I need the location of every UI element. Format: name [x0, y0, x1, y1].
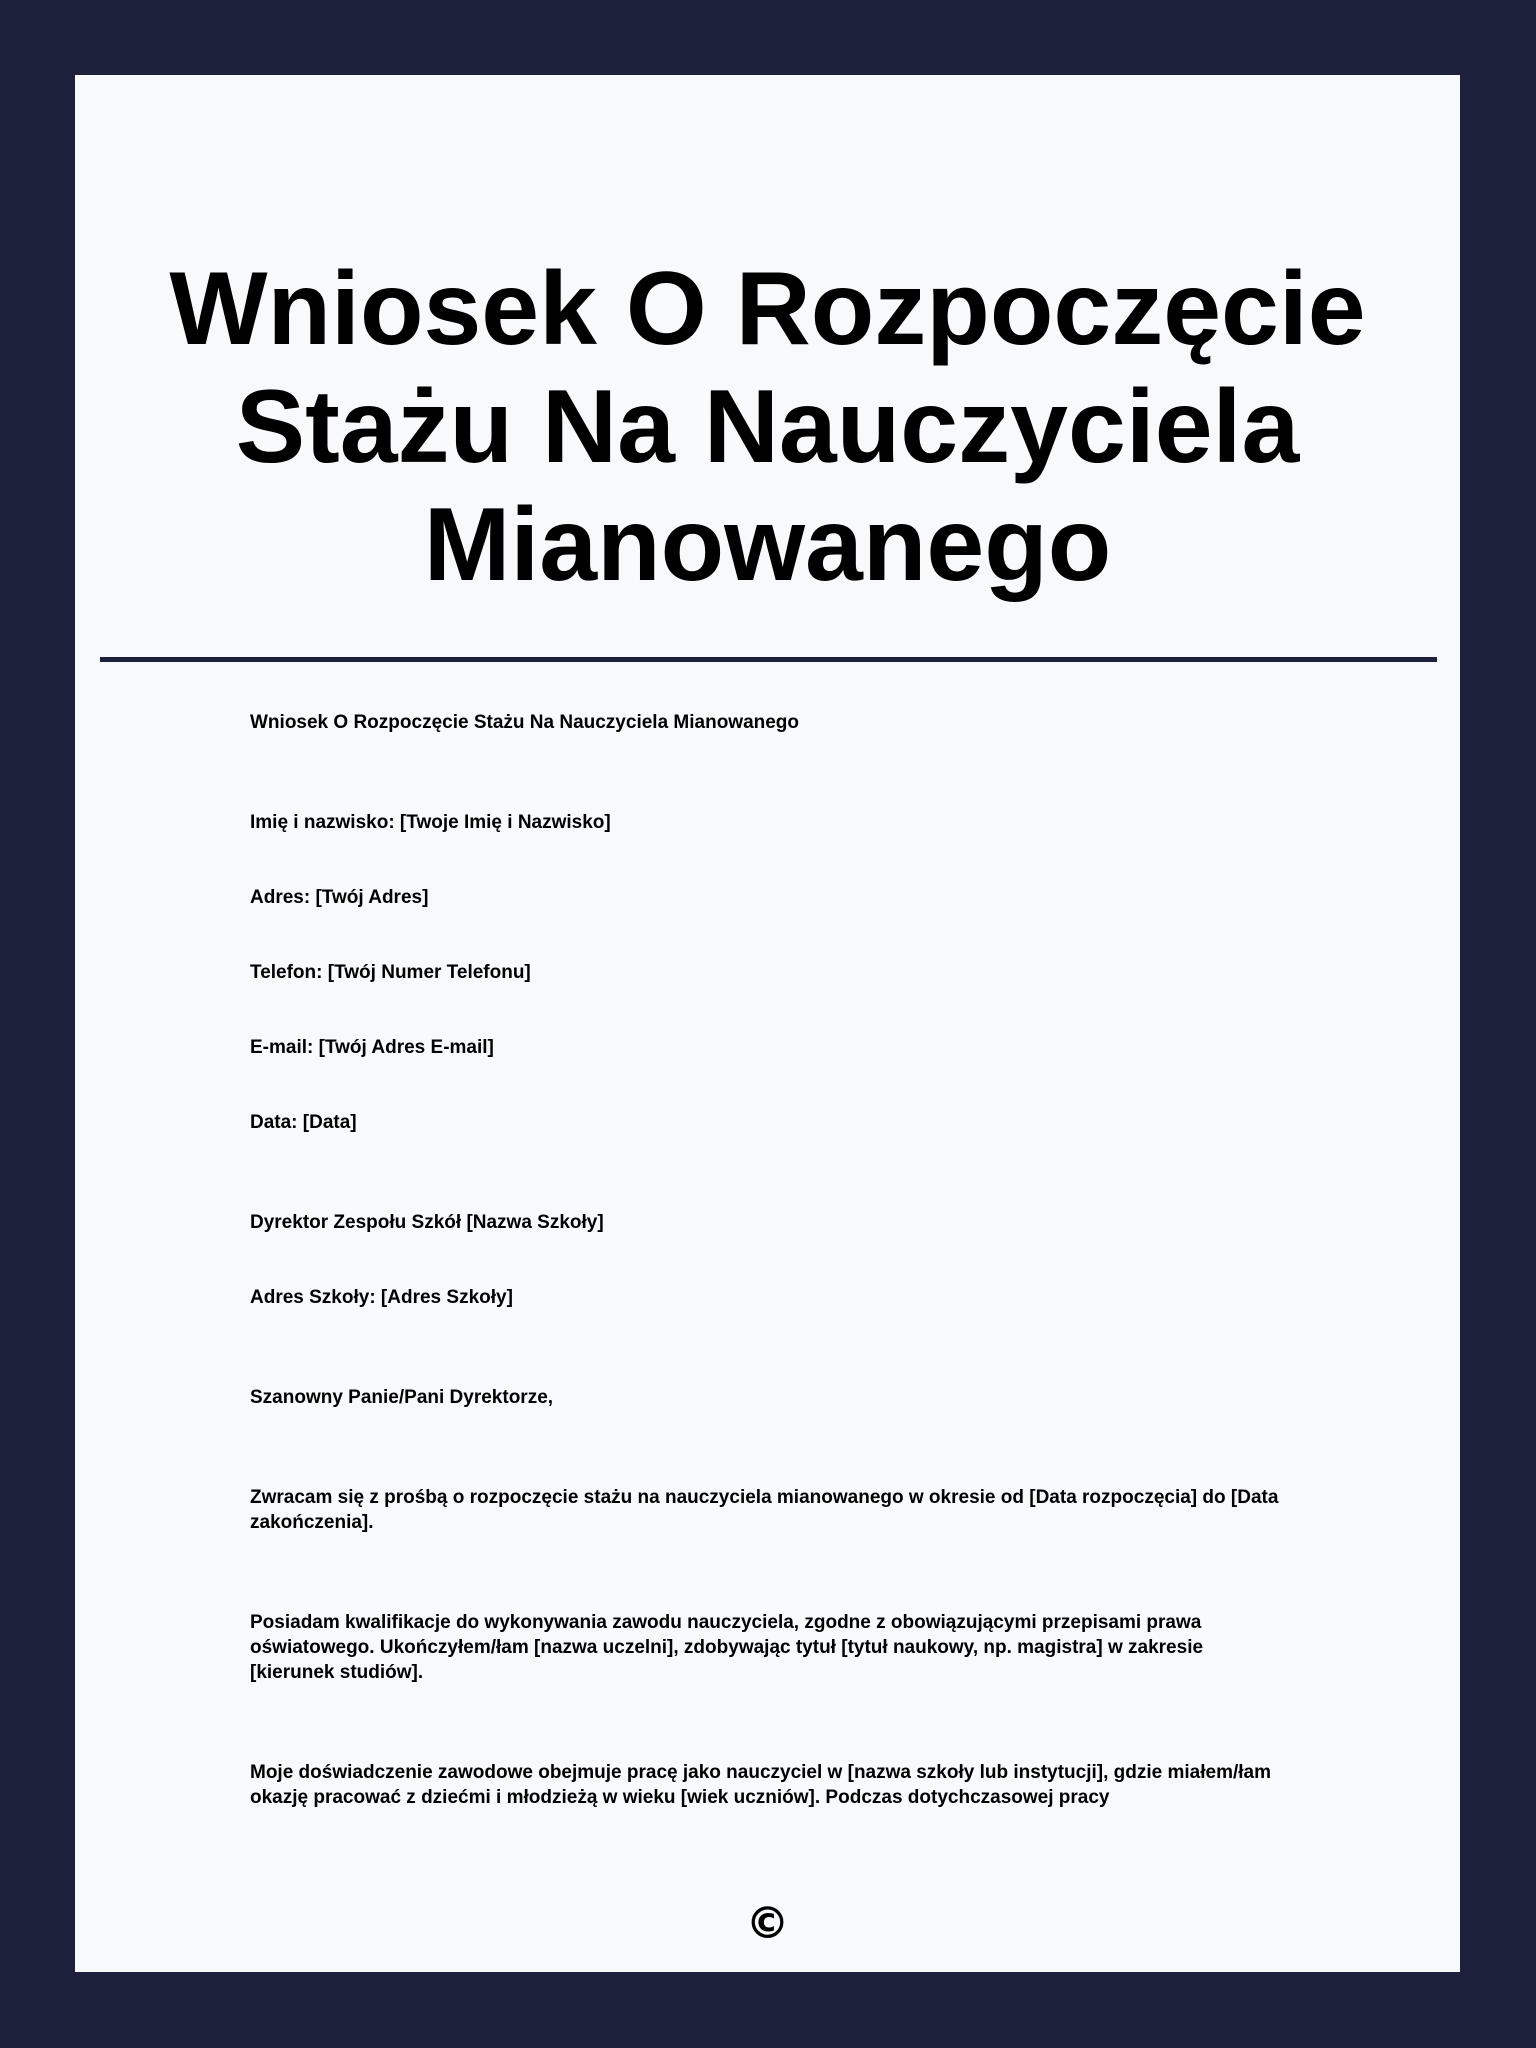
salutation: Szanowny Panie/Pani Dyrektorze, [250, 1387, 554, 1408]
document-title: Wniosek O Rozpoczęcie Stażu Na Nauczyciela Mianowanego [169, 251, 1366, 603]
name-line: Imię i nazwisko: [Twoje Imię i Nazwisko] [250, 812, 611, 833]
letter-heading: Wniosek O Rozpoczęcie Stażu Na Nauczyciela Mianowanego [250, 712, 800, 733]
email-line: E-mail: [Twój Adres E-mail] [250, 1037, 494, 1058]
title-divider [100, 657, 1437, 662]
date-line: Data: [Data] [250, 1112, 357, 1133]
document-page [75, 75, 1460, 1972]
phone-line: Telefon: [Twój Numer Telefonu] [250, 962, 531, 983]
paragraph-experience: Moje doświadczenie zawodowe obejmuje pracę jako nauczyciel w [nazwa szkoły lub instytucji], gdzie miałem/łam okazję pracować z dziećmi i młodzieżą w wieku [wiek uczniów]. Podczas dotychczasowej pracy [250, 1762, 1271, 1808]
address-line: Adres: [Twój Adres] [250, 887, 429, 908]
copyright-icon: © [745, 1898, 790, 1949]
paragraph-request: Zwracam się z prośbą o rozpoczęcie stażu na nauczyciela mianowanego w okresie od [Data rozpoczęcia] do [Data zakończenia]. [250, 1487, 1279, 1533]
recipient-line: Dyrektor Zespołu Szkół [Nazwa Szkoły] [250, 1212, 604, 1233]
paragraph-qualifications: Posiadam kwalifikacje do wykonywania zawodu nauczyciela, zgodne z obowiązującymi przepisami prawa oświatowego. Ukończyłem/łam [nazwa uczelni], zdobywając tytuł [tytuł naukowy, np. magistra] w zakresie [kierunek studiów]. [250, 1612, 1204, 1683]
school-address-line: Adres Szkoły: [Adres Szkoły] [250, 1287, 513, 1308]
